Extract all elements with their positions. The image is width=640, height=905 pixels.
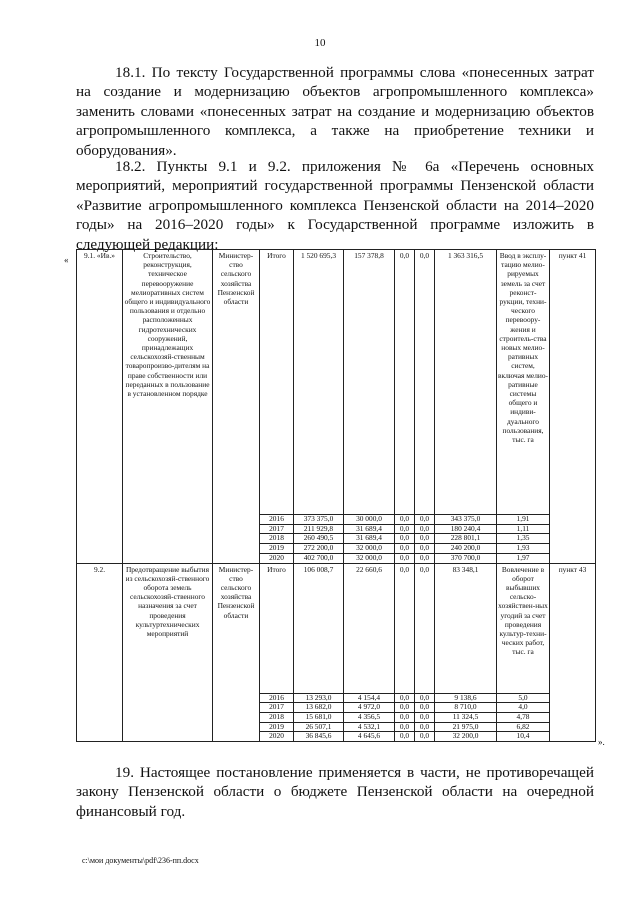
table-row: [77, 250, 596, 515]
year-cell: 2016: [260, 515, 294, 525]
regional-budget-cell: 30 000,0: [344, 515, 395, 525]
period-cell: Итого: [260, 250, 294, 515]
other-sources-cell: 8 710,0: [435, 703, 497, 713]
budget-cell: 0,0: [415, 712, 435, 722]
budget-cell: 0,0: [395, 712, 415, 722]
budget-cell: 0,0: [415, 524, 435, 534]
budget-cell: 0,0: [415, 703, 435, 713]
total-sum-cell: 36 845,6: [294, 732, 344, 742]
total-sum-cell: 15 681,0: [294, 712, 344, 722]
indicator-value-cell: 10,4: [497, 732, 550, 742]
other-sources-cell: 228 801,1: [435, 534, 497, 544]
regional-budget-cell: 4 645,6: [344, 732, 395, 742]
year-cell: 2018: [260, 712, 294, 722]
indicator-value-cell: 4,78: [497, 712, 550, 722]
regional-budget-cell: 157 378,8: [344, 250, 395, 515]
file-path-footer: c:\мои документы\pdf\236-пп.docx: [82, 856, 199, 865]
indicator-value-cell: 1,11: [497, 524, 550, 534]
budget-cell: 0,0: [395, 250, 415, 515]
year-cell: 2020: [260, 732, 294, 742]
other-sources-cell: 9 138,6: [435, 693, 497, 703]
total-sum-cell: 211 929,8: [294, 524, 344, 534]
other-sources-cell: 32 200,0: [435, 732, 497, 742]
reference-cell: пункт 43: [550, 563, 596, 742]
other-sources-cell: 180 240,4: [435, 524, 497, 534]
year-cell: 2017: [260, 524, 294, 534]
executor-cell: Министер-ство сельского хозяйства Пензенской области: [213, 250, 260, 564]
regional-budget-cell: 4 972,0: [344, 703, 395, 713]
year-cell: 2019: [260, 722, 294, 732]
indicator-value-cell: 6,82: [497, 722, 550, 732]
indicator-value-cell: 1,91: [497, 515, 550, 525]
budget-cell: 0,0: [395, 515, 415, 525]
indicator-value-cell: 5,0: [497, 693, 550, 703]
other-sources-cell: 1 363 316,5: [435, 250, 497, 515]
budget-cell: 0,0: [415, 732, 435, 742]
year-cell: 2020: [260, 553, 294, 563]
total-sum-cell: 106 008,7: [294, 563, 344, 693]
budget-cell: 0,0: [415, 544, 435, 554]
other-sources-cell: 83 348,1: [435, 563, 497, 693]
budget-cell: 0,0: [395, 722, 415, 732]
indicator-value-cell: 4,0: [497, 703, 550, 713]
budget-cell: 0,0: [395, 732, 415, 742]
budget-cell: 0,0: [415, 515, 435, 525]
indicator-cell: Вовлечение в оборот выбывших сельско-хозяйствен-ных угодий за счет проведения культур-техни-ческих работ, тыс. га: [497, 563, 550, 693]
budget-cell: 0,0: [415, 534, 435, 544]
indicator-cell: Ввод в эксплу-тацию мелио-рируемых земель за счет реконст-рукции, техни-ческого перевоору-жения и строитель-ства новых мелио-ративных систем, включая мелио-ративные системы общего и индиви-дуального пользования, тыс. га: [497, 250, 550, 515]
measures-table: [76, 249, 596, 742]
other-sources-cell: 343 375,0: [435, 515, 497, 525]
period-cell: Итого: [260, 563, 294, 693]
paragraph-18-2: 18.2. Пункты 9.1 и 9.2. приложения № 6а «Перечень основных мероприятий, мероприятий государственной программы Пензенской области «Развитие агропромышленного комплекса Пензенской области на 2014–2020 годы» на 2016–2020 годы» к Государственной программе изложить в следующей редакции:: [76, 158, 594, 253]
budget-cell: 0,0: [415, 553, 435, 563]
executor-cell: Министер-ство сельского хозяйства Пензенской области: [213, 563, 260, 742]
other-sources-cell: 11 324,5: [435, 712, 497, 722]
measure-name-cell: Предотвращение выбытия из сельскохозяй-ственного оборота земель сельскохозяй-ственного назначения за счет проведения культуртехнических мероприятий: [123, 563, 213, 742]
regional-budget-cell: 32 000,0: [344, 544, 395, 554]
budget-cell: 0,0: [415, 722, 435, 732]
budget-cell: 0,0: [395, 693, 415, 703]
total-sum-cell: 26 507,1: [294, 722, 344, 732]
indicator-value-cell: 1,93: [497, 544, 550, 554]
budget-cell: 0,0: [415, 563, 435, 693]
year-cell: 2017: [260, 703, 294, 713]
measure-number-cell: 9.1. «Ив.»: [77, 250, 123, 564]
budget-cell: 0,0: [395, 544, 415, 554]
total-sum-cell: 260 490,5: [294, 534, 344, 544]
indicator-value-cell: 1,35: [497, 534, 550, 544]
paragraph-19: 19. Настоящее постановление применяется в части, не противоречащей закону Пензенской области о бюджете Пензенской области на очередной финансовый год.: [76, 764, 594, 820]
budget-cell: 0,0: [395, 703, 415, 713]
page-number: 10: [314, 37, 326, 49]
measure-name-cell: Строительство, реконструкция, техническое перевооружение мелиоративных систем общего и индивидуального пользования и отдельно расположенных гидротехнических сооружений, принадлежащих сельскохозяй-ственным товаропроизво-дителям на праве собственности или переданных в пользование в установленном порядке: [123, 250, 213, 564]
total-sum-cell: 272 200,0: [294, 544, 344, 554]
paragraph-18-1: 18.1. По тексту Государственной программы слова «понесенных затрат на создание и модернизацию объектов агропромышленного комплекса» заменить словами «понесенных затрат на создание и модернизацию объектов агропромышленного комплекса, а также на приобретение техники и оборудования».: [76, 64, 594, 159]
budget-cell: 0,0: [395, 524, 415, 534]
regional-budget-cell: 31 689,4: [344, 534, 395, 544]
budget-cell: 0,0: [415, 693, 435, 703]
total-sum-cell: 1 520 695,3: [294, 250, 344, 515]
table-row: [77, 563, 596, 693]
total-sum-cell: 373 375,0: [294, 515, 344, 525]
indicator-value-cell: 1,97: [497, 553, 550, 563]
total-sum-cell: 13 293,0: [294, 693, 344, 703]
other-sources-cell: 21 975,0: [435, 722, 497, 732]
budget-cell: 0,0: [395, 563, 415, 693]
other-sources-cell: 240 200,0: [435, 544, 497, 554]
total-sum-cell: 13 682,0: [294, 703, 344, 713]
year-cell: 2018: [260, 534, 294, 544]
budget-cell: 0,0: [395, 534, 415, 544]
regional-budget-cell: 4 154,4: [344, 693, 395, 703]
budget-cell: 0,0: [395, 553, 415, 563]
measure-number-cell: 9.2.: [77, 563, 123, 742]
other-sources-cell: 370 700,0: [435, 553, 497, 563]
year-cell: 2019: [260, 544, 294, 554]
regional-budget-cell: 4 356,5: [344, 712, 395, 722]
regional-budget-cell: 4 532,1: [344, 722, 395, 732]
regional-budget-cell: 32 000,0: [344, 553, 395, 563]
budget-cell: 0,0: [415, 250, 435, 515]
closing-quote-mark: ».: [598, 737, 605, 747]
regional-budget-cell: 31 689,4: [344, 524, 395, 534]
total-sum-cell: 402 700,0: [294, 553, 344, 563]
opening-quote-mark: «: [64, 255, 69, 265]
year-cell: 2016: [260, 693, 294, 703]
regional-budget-cell: 22 660,6: [344, 563, 395, 693]
reference-cell: пункт 41: [550, 250, 596, 564]
